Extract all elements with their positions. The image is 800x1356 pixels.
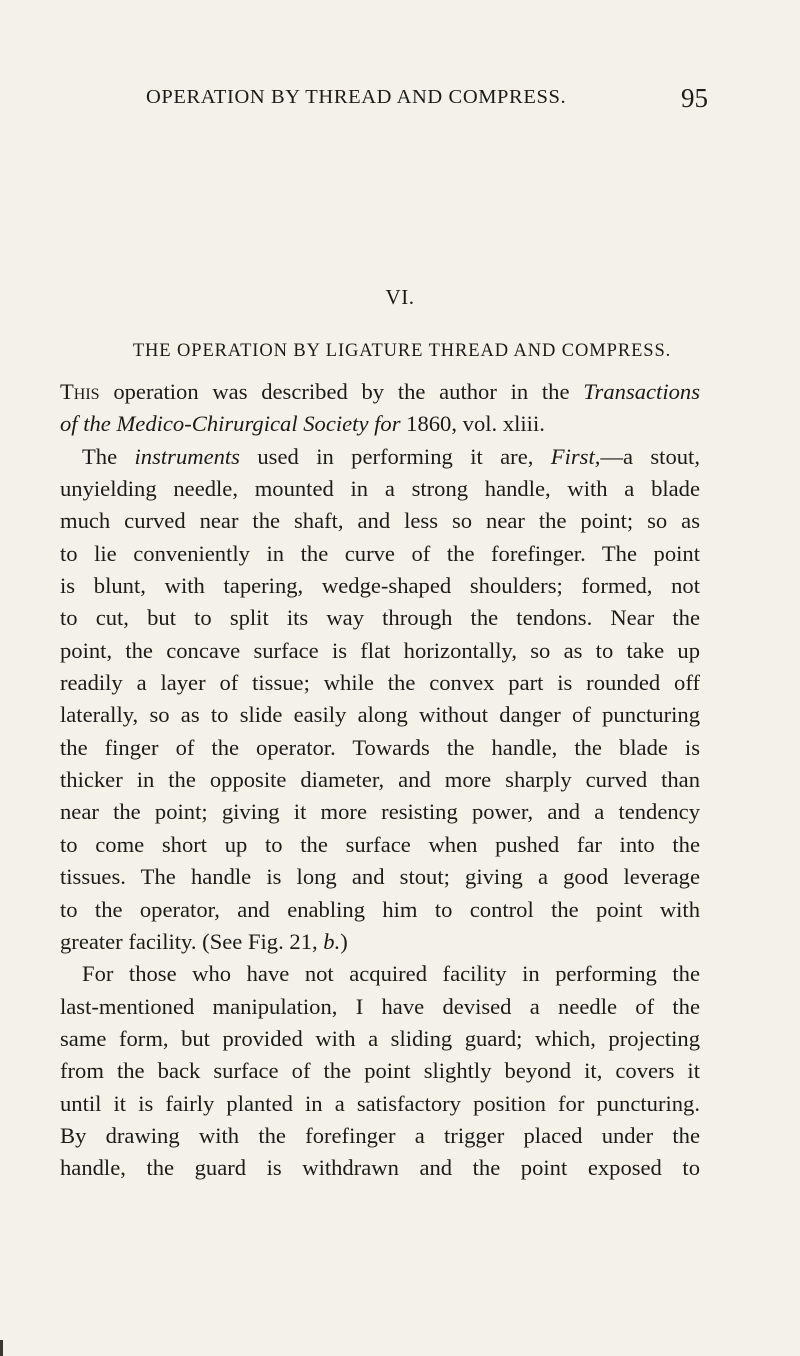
- running-head: [146, 83, 708, 118]
- text-line: is blunt, with tapering, wedge-shaped shoulders; formed, not: [60, 573, 700, 599]
- text-line: last-mentioned manipulation, I have devised a needle of the: [60, 993, 700, 1019]
- chapter-title: THE OPERATION BY LIGATURE THREAD AND COMPRESS.: [132, 341, 672, 361]
- text-line: By drawing with the forefinger a trigger placed under the: [60, 1122, 700, 1148]
- text-line: of the Medico-Chirurgical Society for 1860, vol. xliii.: [60, 411, 545, 437]
- text-line: thicker in the opposite diameter, and more sharply curved than: [60, 767, 700, 793]
- text-line: near the point; giving it more resisting power, and a tendency: [60, 799, 700, 825]
- text-line: The instruments used in performing it are, First,—a stout,: [82, 443, 700, 469]
- body-text: [60, 376, 700, 1185]
- running-title: OPERATION BY THREAD AND COMPRESS.: [146, 86, 567, 108]
- text-line: to cut, but to split its way through the tendons. Near the: [60, 605, 700, 631]
- text-line: greater facility. (See Fig. 21, b.): [60, 928, 348, 954]
- text-line: point, the concave surface is flat horizontally, so as to take up: [60, 637, 700, 663]
- text-line: much curved near the shaft, and less so near the point; so as: [60, 508, 700, 534]
- text-line: until it is fairly planted in a satisfactory position for puncturing.: [60, 1090, 700, 1116]
- page-edge-shadow: [0, 1340, 3, 1356]
- page-number: 95: [681, 83, 708, 113]
- text-line: laterally, so as to slide easily along without danger of puncturing: [60, 702, 700, 728]
- chapter-number: VI.: [385, 285, 415, 309]
- text-line: For those who have not acquired facility in performing the: [82, 961, 700, 987]
- text-line: tissues. The handle is long and stout; giving a good leverage: [60, 864, 700, 890]
- text-line: handle, the guard is withdrawn and the point exposed to: [60, 1155, 700, 1181]
- text-line: readily a layer of tissue; while the convex part is rounded off: [60, 670, 700, 696]
- text-line: to the operator, and enabling him to control the point with: [60, 896, 700, 922]
- text-line: to come short up to the surface when pushed far into the: [60, 831, 700, 857]
- text-line: This operation was described by the author in the Transactions: [60, 379, 700, 404]
- text-line: the finger of the operator. Towards the handle, the blade is: [60, 734, 700, 760]
- text-line: same form, but provided with a sliding guard; which, projecting: [60, 1025, 700, 1051]
- text-line: to lie conveniently in the curve of the forefinger. The point: [60, 540, 700, 566]
- text-line: from the back surface of the point slightly beyond it, covers it: [60, 1058, 700, 1084]
- text-line: unyielding needle, mounted in a strong handle, with a blade: [60, 476, 700, 502]
